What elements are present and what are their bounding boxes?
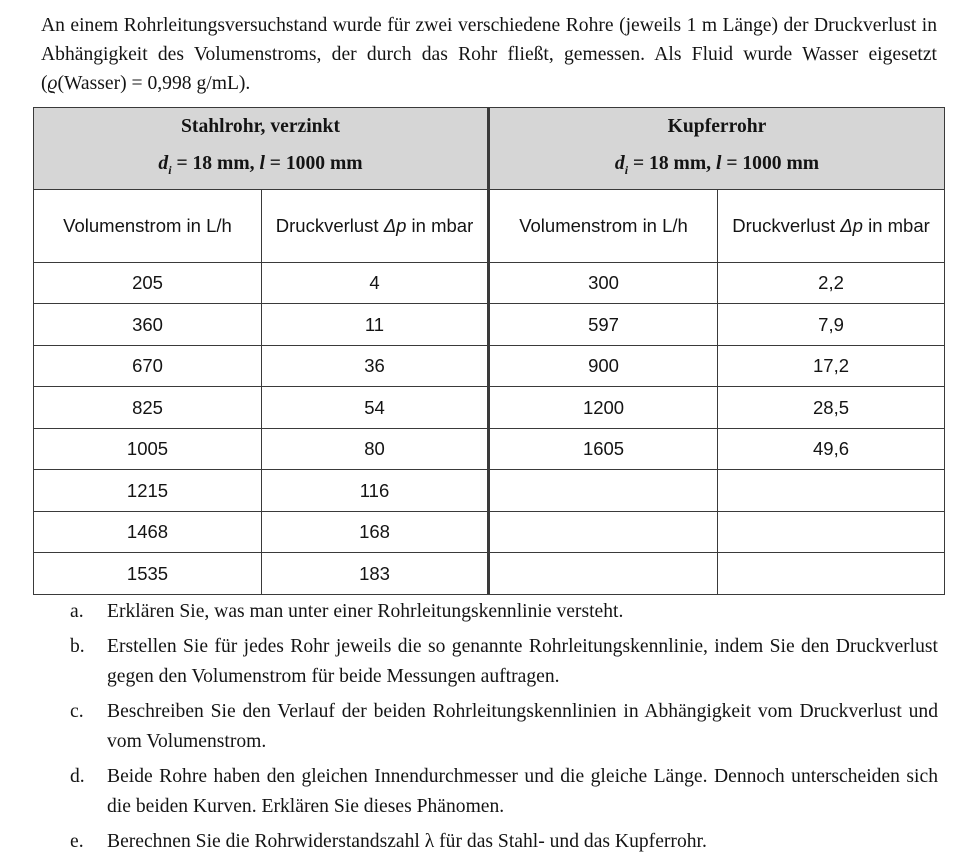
steel-pressure-cell: 54 (262, 387, 489, 429)
task-text: Erklären Sie, was man unter einer Rohrleitungskennlinie versteht. (107, 601, 624, 622)
copper-flow-cell: 900 (489, 345, 718, 387)
steel-pressure-cell: 80 (262, 428, 489, 470)
task-item-e (70, 827, 938, 857)
table-row (34, 387, 945, 429)
steel-pressure-cell: 11 (262, 304, 489, 346)
copper-pressure-cell: 17,2 (718, 345, 945, 387)
task-item-c (70, 697, 938, 757)
copper-pipe-spec: $d_i = 18$ mm, l = 1000 mm (614, 153, 820, 177)
steel-pipe-header (34, 108, 489, 190)
task-text: Beide Rohre haben den gleichen Innendurchmesser und die gleiche Länge. Dennoch unterscheiden sich die beiden Kurven. Erklären Sie dieses Phänomen. (107, 766, 938, 817)
copper-pressure-cell (718, 553, 945, 595)
steel-pressure-column-header: Druckverlust Δp in mbar (262, 189, 489, 262)
copper-flow-cell: 1200 (489, 387, 718, 429)
copper-flow-cell (489, 470, 718, 512)
copper-pressure-cell: 49,6 (718, 428, 945, 470)
steel-flow-cell: 1468 (34, 511, 262, 553)
task-item-b (70, 632, 938, 692)
task-list (70, 597, 938, 862)
steel-flow-column-header: Volumenstrom in L/h (34, 189, 262, 262)
table-row (34, 428, 945, 470)
table-row (34, 262, 945, 304)
table-row (34, 553, 945, 595)
copper-flow-column-header: Volumenstrom in L/h (489, 189, 718, 262)
copper-flow-cell (489, 553, 718, 595)
steel-pipe-title: Stahlrohr, verzinkt (181, 116, 340, 137)
copper-pressure-cell: 7,9 (718, 304, 945, 346)
copper-flow-cell: 597 (489, 304, 718, 346)
copper-flow-cell (489, 511, 718, 553)
task-letter: d. (70, 766, 85, 787)
task-text: Beschreiben Sie den Verlauf der beiden Rohrleitungskennlinien in Abhängigkeit vom Druckverlust und vom Volumenstrom. (107, 701, 938, 752)
copper-pressure-cell (718, 511, 945, 553)
steel-pipe-spec: $d_i = 18$ mm, l = 1000 mm (158, 153, 363, 177)
task-letter: b. (70, 636, 85, 657)
steel-pressure-cell: 36 (262, 345, 489, 387)
steel-pressure-cell: 183 (262, 553, 489, 595)
task-text: Erstellen Sie für jedes Rohr jeweils die so genannte Rohrleitungskennlinie, indem Sie den Druckverlust gegen den Volumenstrom für beide Messungen auftragen. (107, 636, 938, 687)
intro-text-2: (Wasser) = 0,998 g/mL). (57, 73, 251, 94)
rho-symbol: ϱ (47, 73, 58, 94)
table-row (34, 304, 945, 346)
steel-flow-cell: 825 (34, 387, 262, 429)
steel-flow-cell: 205 (34, 262, 262, 304)
task-text: Berechnen Sie die Rohrwiderstandszahl λ für das Stahl- und das Kupferrohr. (107, 831, 707, 852)
table-row (34, 511, 945, 553)
steel-flow-cell: 360 (34, 304, 262, 346)
measurement-table (33, 107, 945, 595)
task-item-d (70, 762, 938, 822)
table-row (34, 345, 945, 387)
copper-flow-cell: 1605 (489, 428, 718, 470)
steel-flow-cell: 1215 (34, 470, 262, 512)
copper-flow-cell: 300 (489, 262, 718, 304)
steel-flow-cell: 1005 (34, 428, 262, 470)
steel-pressure-cell: 4 (262, 262, 489, 304)
copper-pressure-column-header: Druckverlust Δp in mbar (718, 189, 945, 262)
copper-pressure-cell (718, 470, 945, 512)
intro-text-1: An einem Rohrleitungsversuchstand wurde für zwei verschiedene Rohre (jeweils 1 m Länge) der Druckverlust in Abhängigkeit des Volumenstroms, der durch das Rohr fließt, gemessen. Als Fluid wurde Wasser eigesetzt ( (41, 15, 937, 94)
task-letter: a. (70, 601, 84, 622)
steel-pressure-cell: 168 (262, 511, 489, 553)
intro-paragraph (41, 11, 937, 98)
copper-pipe-title: Kupferrohr (667, 116, 767, 137)
task-letter: c. (70, 701, 84, 722)
copper-pipe-header (489, 108, 945, 190)
task-item-a (70, 597, 938, 627)
steel-flow-cell: 1535 (34, 553, 262, 595)
copper-pressure-cell: 28,5 (718, 387, 945, 429)
steel-flow-cell: 670 (34, 345, 262, 387)
table-row (34, 470, 945, 512)
task-letter: e. (70, 831, 84, 852)
copper-pressure-cell: 2,2 (718, 262, 945, 304)
steel-pressure-cell: 116 (262, 470, 489, 512)
